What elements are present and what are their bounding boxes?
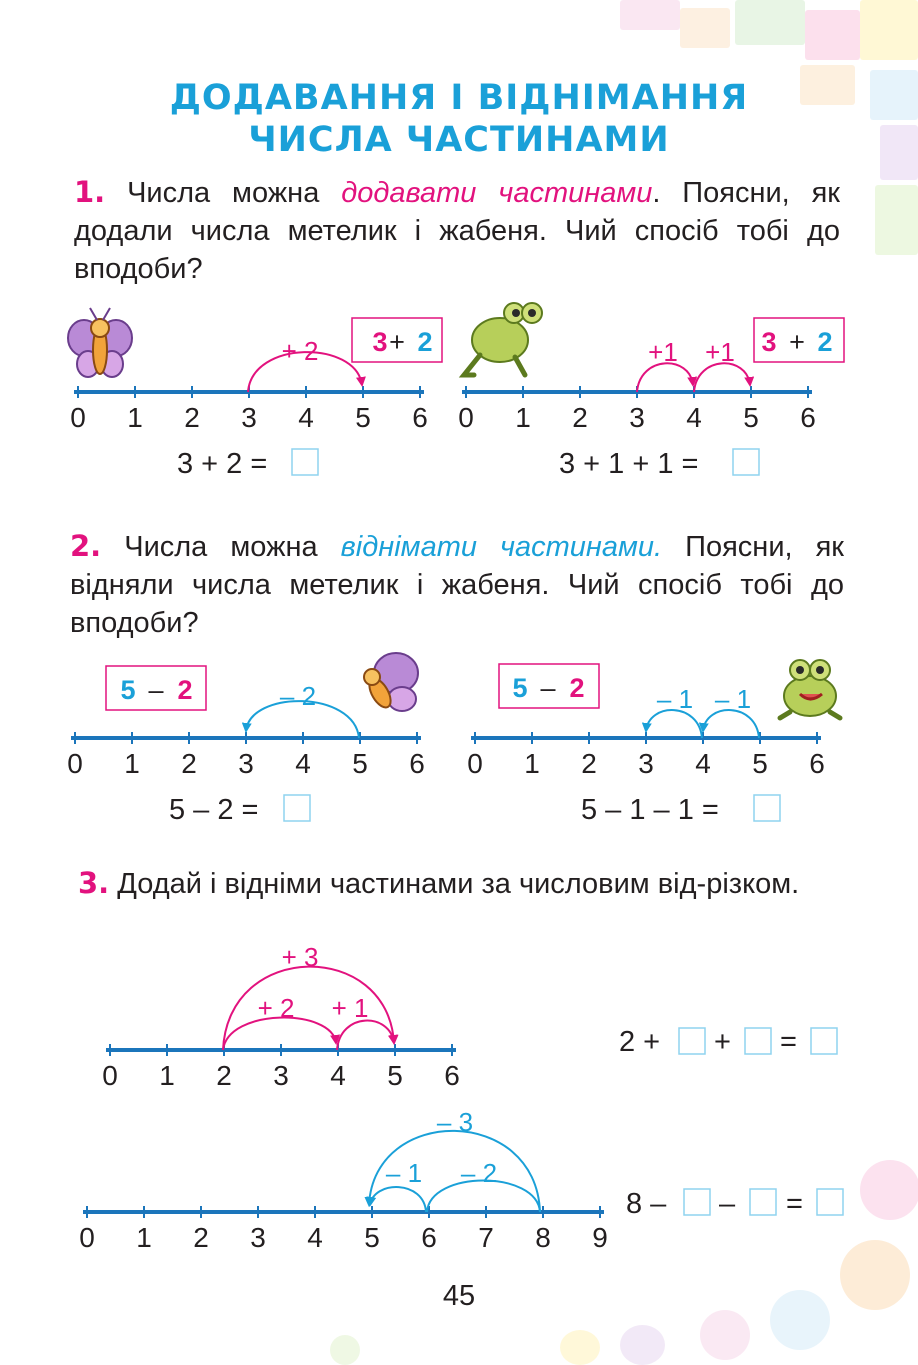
number-line-5 (102, 1044, 460, 1091)
jump-arc (646, 710, 702, 738)
tick-label: 0 (458, 402, 474, 433)
tick-label: 1 (124, 748, 140, 779)
expression-op: – (148, 675, 164, 705)
tick-label: 3 (629, 402, 645, 433)
answer-box[interactable] (817, 1189, 843, 1215)
answer-box[interactable] (292, 449, 318, 475)
task-2-text-b: Поясни, як відняли числа метелик і жабеня. Чий спосіб тобі до вподоби? (70, 531, 844, 639)
tick-label: 6 (800, 402, 816, 433)
tick-label: 3 (241, 402, 257, 433)
title-line-1: ДОДАВАННЯ І ВІДНІМАННЯ (169, 78, 749, 118)
tick-label: 2 (181, 748, 197, 779)
expression-a: 5 (512, 673, 528, 703)
tick-label: 2 (216, 1060, 232, 1091)
equation-2: 3 + 1 + 1 = (559, 448, 699, 480)
task-3-text-body: Додай і відніми частинами за числовим від-різком. (109, 868, 800, 900)
task-2-number: 2. (70, 529, 102, 563)
task-1-text-b: . Поясни, як додали числа метелик і жабеня. Чий спосіб тобі до вподоби? (74, 177, 840, 285)
equation-6-equals: = (786, 1188, 803, 1220)
jump-label: – 2 (460, 1158, 498, 1188)
answer-box[interactable] (679, 1028, 705, 1054)
tick-label: 7 (478, 1222, 494, 1253)
equation-5-start: 2 + (619, 1026, 661, 1058)
answer-box[interactable] (750, 1189, 776, 1215)
jump-label: – 1 (714, 684, 752, 714)
equation-5-equals: = (780, 1026, 797, 1058)
tick-label: 2 (193, 1222, 209, 1253)
tick-label: 9 (592, 1222, 608, 1253)
tick-label: 2 (184, 402, 200, 433)
tick-label: 6 (809, 748, 825, 779)
answer-box[interactable] (684, 1189, 710, 1215)
expression-op: – (540, 673, 556, 703)
number-line-3 (67, 732, 425, 779)
tick-label: 1 (136, 1222, 152, 1253)
tick-label: 5 (743, 402, 759, 433)
tick-label: 5 (355, 402, 371, 433)
jump-label: – 1 (385, 1158, 423, 1188)
expression-a: 3 (372, 327, 388, 357)
tick-label: 6 (421, 1222, 437, 1253)
task-1-text-a: Числа можна (105, 177, 342, 209)
tick-label: 6 (409, 748, 425, 779)
tick-label: 6 (412, 402, 428, 433)
expression-b: 2 (417, 327, 433, 357)
jump-arc (703, 710, 759, 738)
task-1-number: 1. (74, 175, 106, 209)
tick-label: 3 (238, 748, 254, 779)
expression-a: 5 (120, 675, 136, 705)
jump-label: +1 (648, 337, 678, 367)
expression-op: + (789, 327, 805, 357)
jump-label: – 3 (436, 1107, 474, 1137)
equation-1: 3 + 2 = (177, 448, 268, 480)
jump-label: + 1 (331, 993, 369, 1023)
answer-box[interactable] (733, 449, 759, 475)
jump-arc (370, 1187, 426, 1212)
tick-label: 8 (535, 1222, 551, 1253)
expression-op: + (389, 327, 405, 357)
tick-label: 3 (250, 1222, 266, 1253)
frog-icon (464, 303, 542, 375)
tick-label: 4 (695, 748, 711, 779)
task-2-emphasis: віднімати частинами. (340, 531, 663, 563)
tick-label: 5 (387, 1060, 403, 1091)
title-line-2: ЧИСЛА ЧАСТИНАМИ (248, 120, 670, 160)
page-number: 45 (442, 1280, 476, 1312)
tick-label: 4 (298, 402, 314, 433)
number-line-4 (467, 732, 825, 779)
frog-icon (780, 660, 840, 718)
tick-label: 4 (307, 1222, 323, 1253)
jump-label: – 1 (656, 684, 694, 714)
equation-3: 5 – 2 = (169, 794, 259, 826)
jump-label: + 2 (257, 993, 295, 1023)
expression-b: 2 (177, 675, 193, 705)
number-line-2 (458, 386, 816, 433)
equation-6-minus: – (719, 1188, 736, 1220)
jump-label: + 3 (281, 942, 319, 972)
expression-b: 2 (569, 673, 585, 703)
answer-box[interactable] (811, 1028, 837, 1054)
expression-b: 2 (817, 327, 833, 357)
tick-label: 3 (638, 748, 654, 779)
tick-label: 0 (102, 1060, 118, 1091)
tick-label: 0 (79, 1222, 95, 1253)
jump-label: +1 (705, 337, 735, 367)
tick-label: 0 (67, 748, 83, 779)
answer-box[interactable] (754, 795, 780, 821)
expression-a: 3 (761, 327, 777, 357)
tick-label: 6 (444, 1060, 460, 1091)
tick-label: 1 (127, 402, 143, 433)
task-3-number: 3. (78, 866, 110, 900)
jump-arc (694, 363, 750, 392)
jump-arc (637, 363, 693, 392)
tick-label: 5 (752, 748, 768, 779)
tick-label: 2 (581, 748, 597, 779)
jump-arc (337, 1021, 394, 1050)
task-2-text-a: Числа можна (101, 531, 341, 563)
tick-label: 0 (70, 402, 86, 433)
tick-label: 3 (273, 1060, 289, 1091)
equation-5-plus: + (714, 1026, 731, 1058)
tick-label: 1 (524, 748, 540, 779)
answer-box[interactable] (745, 1028, 771, 1054)
number-line-1 (70, 386, 428, 433)
equation-6-start: 8 – (626, 1188, 667, 1220)
tick-label: 5 (352, 748, 368, 779)
tick-label: 4 (295, 748, 311, 779)
tick-label: 1 (159, 1060, 175, 1091)
number-line-6 (79, 1206, 608, 1253)
equation-4: 5 – 1 – 1 = (581, 794, 719, 826)
jump-label: – 2 (279, 681, 317, 711)
task-1-emphasis: додавати частинами (341, 177, 653, 209)
tick-label: 4 (686, 402, 702, 433)
butterfly-icon (364, 653, 418, 711)
tick-label: 0 (467, 748, 483, 779)
tick-label: 5 (364, 1222, 380, 1253)
answer-box[interactable] (284, 795, 310, 821)
tick-label: 4 (330, 1060, 346, 1091)
jump-label: + 2 (281, 336, 319, 366)
butterfly-icon (68, 308, 132, 377)
tick-label: 1 (515, 402, 531, 433)
tick-label: 2 (572, 402, 588, 433)
